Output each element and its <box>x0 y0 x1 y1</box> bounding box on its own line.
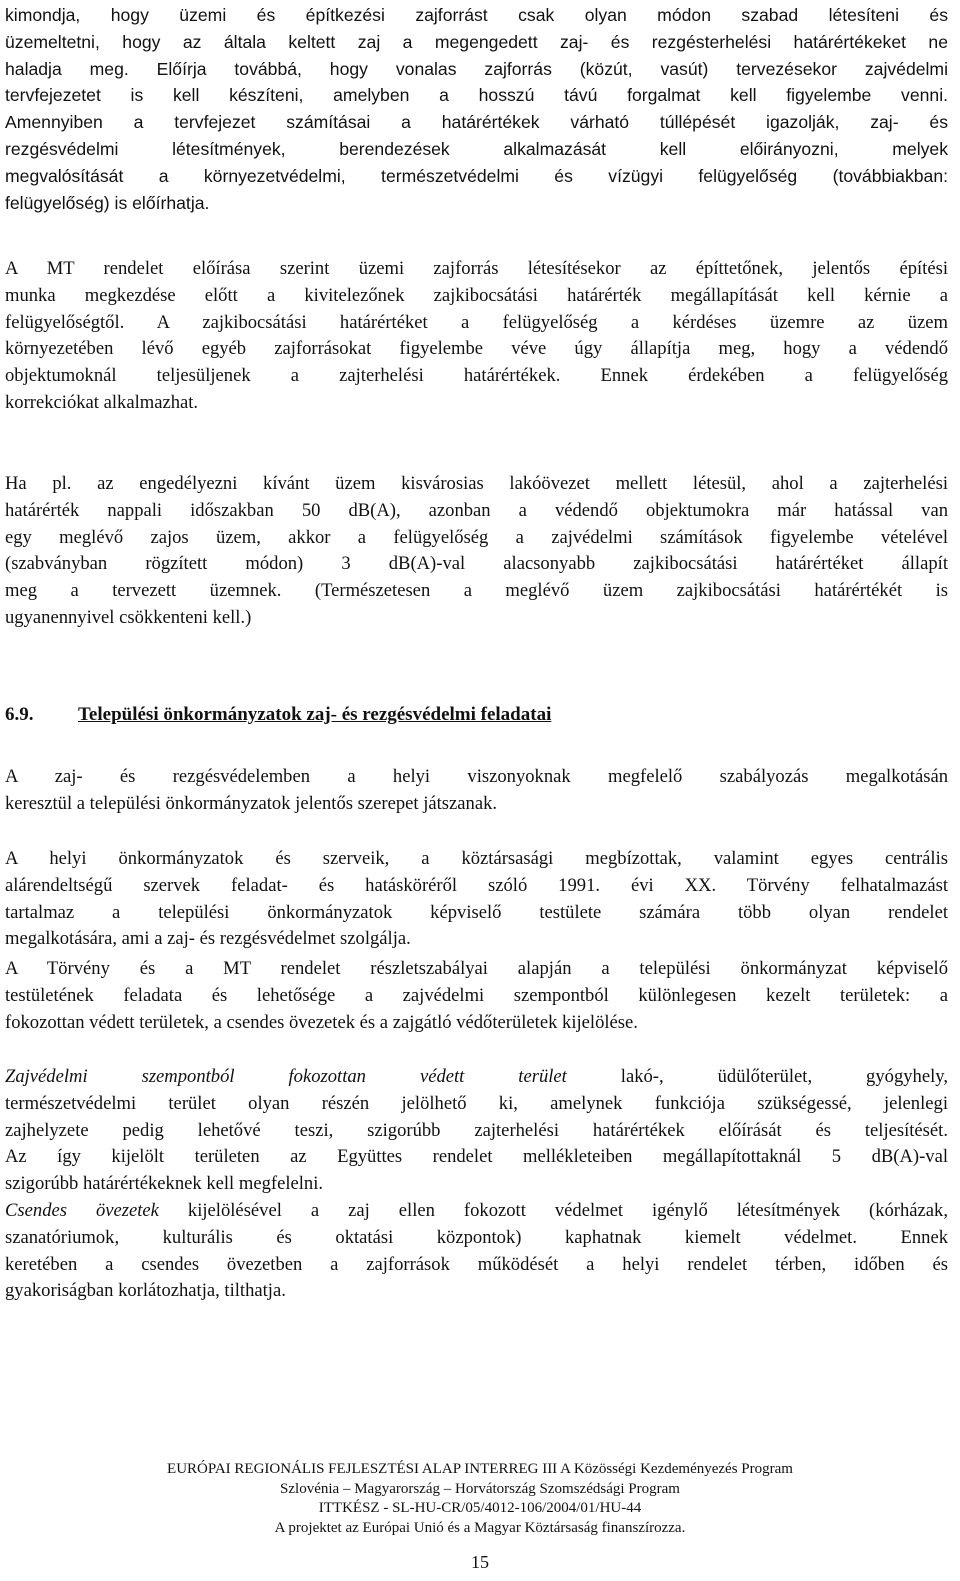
paragraph-example <box>5 471 948 632</box>
text-line: Amennyiben a tervfejezet számításai a határértékek várható túllépését igazolják, zaj- és <box>5 112 948 133</box>
footer-program: EURÓPAI REGIONÁLIS FEJLESZTÉSI ALAP INTERREG III A Közösségi Kezdeményezés Program <box>167 1461 793 1477</box>
text-line: kimondja, hogy üzemi és építkezési zajforrást csak olyan módon szabad létesíteni és <box>5 5 948 25</box>
text-line: rezgésvédelmi létesítmények, berendezések alkalmazását kell előirányozni, melyek <box>5 138 948 159</box>
text-line: korrekciókat alkalmazhat. <box>5 391 199 413</box>
text-line: fokozottan védett területek, a csendes övezetek és a zajgátló védőterületek kijelölése. <box>5 1011 638 1033</box>
paragraph-act-1991 <box>5 846 948 953</box>
text-line: testületének feladata és lehetősége a zajvédelmi szempontból különlegesen kezelt területek: a <box>5 984 948 1006</box>
text-line: tervfejezetet is kell készíteni, amelyben a hosszú távú forgalmat kell figyelembe venni. <box>5 85 948 106</box>
page-number: 15 <box>471 1552 489 1572</box>
section-heading <box>5 704 551 726</box>
text-line: munka megkezdése előtt a kivitelezőnek zajkibocsátási határérték megállapítását kell kérnie a <box>5 284 948 306</box>
paragraph-noise-regulation <box>5 2 948 216</box>
text-line: tartalmaz a települési önkormányzatok képviselő testülete számára több olyan rendelet <box>5 901 948 923</box>
italic-term: Csendes övezetek <box>5 1200 159 1221</box>
text-line: keresztül a települési önkormányzatok jelentős szerepet játszanak. <box>5 792 498 814</box>
text-line: üzemeltetni, hogy az általa keltett zaj a megengedett zaj- és rezgésterhelési határértékeket ne <box>5 31 948 52</box>
text-line: Az így kijelölt területen az Együttes rendelet mellékleteiben megállapítottaknál 5 dB(A)-val <box>5 1146 948 1168</box>
text-line: (szabványban rögzített módon) 3 dB(A)-val alacsonyabb zajkibocsátási határértéket állapít <box>5 553 948 575</box>
text-line: környezetében lévő egyéb zajforrásokat figyelembe véve úgy állapítja meg, hogy a védendő <box>5 338 948 360</box>
footer-neighbourhood-program: Szlovénia – Magyarország – Horvátország Szomszédsági Program <box>280 1480 680 1497</box>
text-line: keretében a csendes övezetben a zajforrások működését a helyi rendelet térben, időben és <box>5 1253 948 1275</box>
text-run: kijelölésével a zaj ellen fokozott védelmet igénylő létesítmények (kórházak, <box>158 1200 948 1221</box>
text-line: határérték nappali időszakban 50 dB(A), azonban a védendő objektumokra már hatással van <box>5 499 948 521</box>
footer-project-code: ITTKÉSZ - SL-HU-CR/05/4012-106/2004/01/HU-44 <box>318 1500 642 1516</box>
text-line: zajhelyzete pedig lehetővé teszi, szigorúbb zajterhelési határértékek előírását és teljesítését. <box>5 1119 948 1141</box>
text-line: A helyi önkormányzatok és szerveik, a köztársasági megbízottak, valamint egyes centrális <box>5 848 948 869</box>
text-line: A zaj- és rezgésvédelemben a helyi viszonyoknak megfelelő szabályozás megalkotásán <box>5 766 948 787</box>
text-line: megvalósítását a környezetvédelmi, természetvédelmi és vízügyi felügyelőség (továbbiakban: <box>5 165 948 186</box>
text-line: természetvédelmi terület olyan részén jelölhető ki, amelynek funkciója szükségessé, jelenlegi <box>5 1092 948 1114</box>
text-line: alárendeltségű szervek feladat- és hatásköréről szóló 1991. évi XX. Törvény felhatalmazást <box>5 874 948 896</box>
paragraph-council-tasks <box>5 956 948 1036</box>
text-line <box>5 1198 948 1225</box>
text-line <box>5 1064 948 1091</box>
text-line: felügyelőség) is előírhatja. <box>5 192 210 213</box>
footer-funding: A projektet az Európai Unió és a Magyar Köztársaság finanszírozza. <box>274 1519 686 1536</box>
paragraph-protected-area <box>5 1064 948 1198</box>
section-title: Települési önkormányzatok zaj- és rezgésvédelmi feladatai <box>78 704 552 725</box>
paragraph-mt-decree <box>5 256 948 417</box>
footer <box>0 1460 960 1538</box>
text-line: objektumoknál teljesüljenek a zajterhelési határértékek. Ennek érdekében a felügyelőség <box>5 365 948 387</box>
text-line: A Törvény és a MT rendelet részletszabályai alapján a települési önkormányzat képviselő <box>5 958 948 979</box>
text-line: gyakoriságban korlátozhatja, tilthatja. <box>5 1280 286 1302</box>
text-line: haladja meg. Előírja továbbá, hogy vonalas zajforrás (közút, vasút) tervezésekor zajvédelmi <box>5 58 948 79</box>
text-line: ugyanennyivel csökkenteni kell.) <box>5 606 252 628</box>
text-line: A MT rendelet előírása szerint üzemi zajforrás létesítésekor az építtetőnek, jelentős építési <box>5 258 948 279</box>
text-line: szigorúbb határértékeknek kell megfelelni. <box>5 1173 324 1195</box>
text-line: felügyelőségtől. A zajkibocsátási határértéket a felügyelőség a kérdéses üzemre az üzem <box>5 311 948 333</box>
section-number: 6.9. <box>5 704 34 725</box>
text-line: Ha pl. az engedélyezni kívánt üzem kisvárosias lakóövezet mellett létesül, ahol a zajterhelési <box>5 473 948 494</box>
italic-term: Zajvédelmi szempontból fokozottan védett terület <box>5 1066 567 1087</box>
paragraph-local-role <box>5 764 948 818</box>
text-line: megalkotására, ami a zaj- és rezgésvédelmet szolgálja. <box>5 928 411 950</box>
paragraph-quiet-zones <box>5 1198 948 1305</box>
text-line: egy meglévő zajos üzem, akkor a felügyelőség a zajvédelmi számítások figyelembe vételével <box>5 526 948 548</box>
text-line: meg a tervezett üzemnek. (Természetesen a meglévő üzem zajkibocsátási határértékét is <box>5 580 948 602</box>
text-run: lakó-, üdülőterület, gyógyhely, <box>566 1066 948 1087</box>
text-line: szanatóriumok, kulturális és oktatási központok) kaphatnak kiemelt védelmet. Ennek <box>5 1226 948 1248</box>
